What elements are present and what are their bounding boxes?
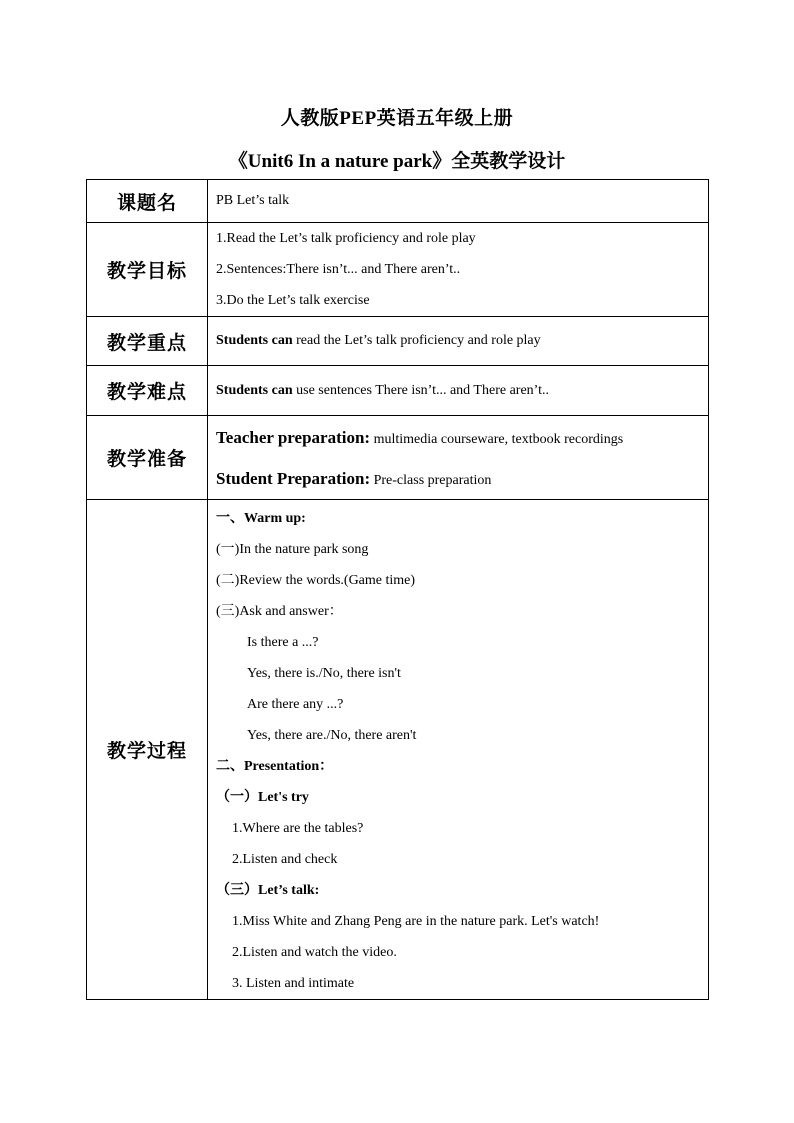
lets-talk-item: 3. Listen and intimate xyxy=(232,976,355,991)
preparation-content xyxy=(208,416,709,500)
row-key-points xyxy=(87,317,709,366)
objective-item: 1.Read the Let’s talk proficiency and role play xyxy=(216,231,476,246)
warmup-item: (二)Review the words.(Game time) xyxy=(216,573,416,588)
lets-try-item: 2.Listen and check xyxy=(232,852,338,867)
warmup-heading: 一、Warm up: xyxy=(216,511,306,526)
row-difficulties xyxy=(87,366,709,416)
lets-try-heading: （一）Let's try xyxy=(216,790,309,805)
row-process xyxy=(87,500,709,1000)
objective-item: 3.Do the Let’s talk exercise xyxy=(216,293,370,308)
process-label: 教学过程 xyxy=(87,500,208,1000)
warmup-item: (一)In the nature park song xyxy=(216,542,369,557)
presentation-heading: 二、Presentation： xyxy=(216,759,334,774)
preparation-label: 教学准备 xyxy=(87,416,208,500)
row-preparation xyxy=(87,416,709,500)
difficulties-content xyxy=(208,366,709,416)
document-title: 人教版PEP英语五年级上册 xyxy=(280,108,514,129)
objective-item: 2.Sentences:There isn’t... and There aren’t.. xyxy=(216,262,461,277)
dialogue-line: Yes, there are./No, there aren't xyxy=(247,728,417,743)
dialogue-line: Are there any ...? xyxy=(247,697,344,712)
dialogue-line: Is there a ...? xyxy=(247,635,319,650)
lets-talk-heading: （三）Let’s talk: xyxy=(216,883,320,898)
row-objectives xyxy=(87,223,709,317)
difficulties-label: 教学难点 xyxy=(87,366,208,416)
teacher-preparation-text: multimedia courseware, textbook recordings xyxy=(370,431,624,447)
document-subtitle: 《Unit6 In a nature park》全英教学设计 xyxy=(228,151,566,172)
objectives-content xyxy=(208,223,709,317)
difficulties-lead: Students can xyxy=(216,382,293,398)
teacher-preparation xyxy=(216,417,708,458)
lets-talk-item: 2.Listen and watch the video. xyxy=(232,945,397,960)
teacher-preparation-lead: Teacher preparation: xyxy=(216,427,371,447)
lets-talk-item: 1.Miss White and Zhang Peng are in the nature park. Let's watch! xyxy=(232,914,600,929)
lets-try-item: 1.Where are the tables? xyxy=(232,821,364,836)
process-content xyxy=(208,500,709,1000)
key-points-lead: Students can xyxy=(216,333,293,348)
student-preparation-text: Pre-class preparation xyxy=(370,472,492,488)
objectives-label: 教学目标 xyxy=(87,223,208,317)
warmup-item: (三)Ask and answer： xyxy=(216,604,343,619)
key-points-text: read the Let’s talk proficiency and role play xyxy=(292,333,541,348)
difficulties-text: use sentences There isn’t... and There aren’t.. xyxy=(292,382,549,398)
lesson-plan-table xyxy=(86,179,709,1000)
key-points-content xyxy=(208,317,709,366)
topic-label: 课题名 xyxy=(87,180,208,223)
student-preparation-lead: Student Preparation: xyxy=(216,468,371,488)
row-topic xyxy=(87,180,709,223)
key-points-label: 教学重点 xyxy=(87,317,208,366)
topic-value: PB Let’s talk xyxy=(208,180,709,223)
dialogue-line: Yes, there is./No, there isn't xyxy=(247,666,401,681)
student-preparation xyxy=(216,458,708,499)
